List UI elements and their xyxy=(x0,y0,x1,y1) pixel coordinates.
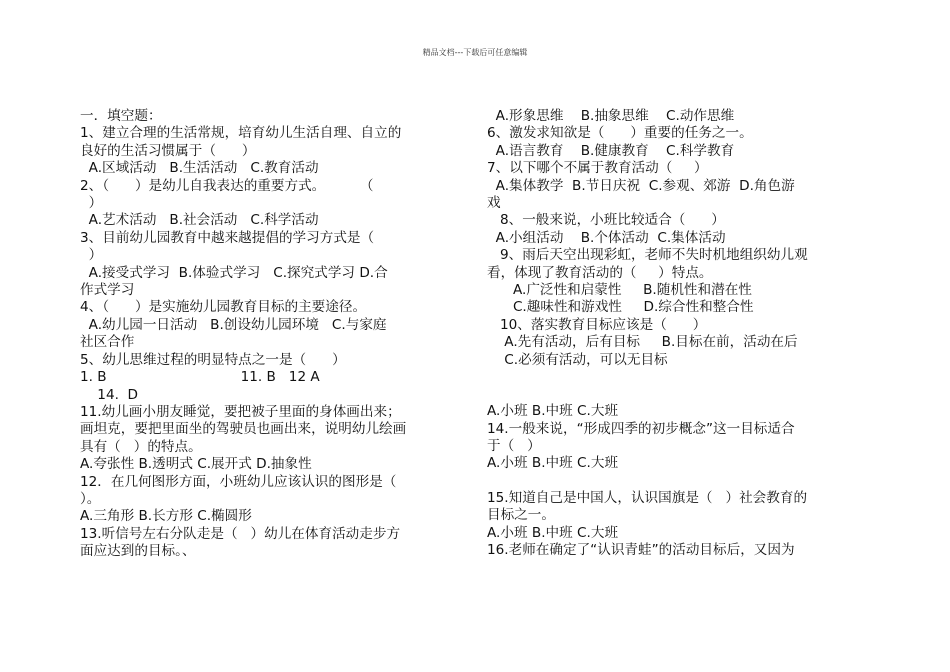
text-line: 12．在几何图形方面，小班幼儿应该认识的图形是（ xyxy=(80,473,397,490)
text-line: 13.听信号左右分队走是（ ）幼儿在体育活动走步方 xyxy=(80,525,401,542)
text-line: ） xyxy=(80,195,103,212)
text-line: C.必须有活动，可以无目标 xyxy=(487,351,668,368)
text-line: 3、目前幼儿园教育中越来越提倡的学习方式是（ xyxy=(80,229,375,246)
left-column xyxy=(80,108,470,561)
text-line: 社区合作 xyxy=(80,334,135,351)
text-line: 15.知道自己是中国人，认识国旗是（ ）社会教育的 xyxy=(487,489,808,506)
text-line: ）。 xyxy=(80,490,101,507)
text-line: A.语言教育 B.健康教育 C.科学教育 xyxy=(487,142,735,159)
text-line: 一．填空题： xyxy=(80,108,162,124)
text-line: 画坦克，要把里面坐的驾驶员也画出来，说明幼儿绘画 xyxy=(80,421,407,438)
text-line: A.小班 B.中班 C.大班 xyxy=(487,524,619,541)
text-line: A.小组活动 B.个体活动 C.集体活动 xyxy=(487,229,726,246)
text-line: A.广泛性和启蒙性 B.随机性和潜在性 xyxy=(487,282,752,299)
text-line: 9、雨后天空出现彩虹，老师不失时机地组织幼儿观 xyxy=(487,247,808,264)
page-header: 精品文档---下载后可任意编辑 xyxy=(422,48,528,57)
text-line: 5、幼儿思维过程的明显特点之一是（ ） xyxy=(80,351,346,368)
text-line xyxy=(487,369,869,386)
text-line: 面应达到的目标。、 xyxy=(80,543,196,560)
text-line: A.接受式学习 B.体验式学习 C.探究式学习 D.合 xyxy=(80,264,388,281)
text-line: A.夸张性 B.透明式 C.展开式 D.抽象性 xyxy=(80,456,312,473)
text-line xyxy=(487,473,869,490)
text-line: A.区域活动 B.生活活动 C.教育活动 xyxy=(80,160,319,177)
text-line: 14.一般来说，“形成四季的初步概念”这一目标适合 xyxy=(487,420,795,437)
text-line: 目标之一。 xyxy=(487,507,555,524)
text-line: A.三角形 B.长方形 C.椭圆形 xyxy=(80,508,252,525)
text-line: 2、（ ）是幼儿自我表达的重要方式。 （ xyxy=(80,177,374,194)
text-line: 于（ ） xyxy=(487,437,541,454)
text-line: A.幼儿园一日活动 B.创设幼儿园环境 C.与家庭 xyxy=(80,316,387,333)
text-line: 7、以下哪个不属于教育活动（ ） xyxy=(487,160,708,177)
text-line: A.小班 B.中班 C.大班 xyxy=(487,403,619,420)
text-line: 10、落实教育目标应该是（ ） xyxy=(487,316,707,333)
text-line: 8、一般来说，小班比较适合（ ） xyxy=(487,212,725,229)
text-line: C.趣味性和游戏性 D.综合性和整合性 xyxy=(487,299,754,316)
text-line: 4、（ ）是实施幼儿园教育目标的主要途径。 xyxy=(80,299,367,316)
text-line: 16.老师在确定了“认识青蛙”的活动目标后，又因为 xyxy=(487,541,795,558)
text-line: 看，体现了教育活动的（ ）特点。 xyxy=(487,264,713,281)
text-line: A.小班 B.中班 C.大班 xyxy=(487,455,619,472)
right-column xyxy=(487,108,869,559)
text-line: 14. D xyxy=(80,386,139,403)
text-line: 戏 xyxy=(487,195,501,212)
text-line: 1. B 11. B 12 A xyxy=(80,369,320,386)
text-line: A.集体教学 B.节日庆祝 C.参观、郊游 D.角色游 xyxy=(487,177,795,194)
text-line: 良好的生活习惯属于（ ） xyxy=(80,142,256,159)
text-line: A.形象思维 B.抽象思维 C.动作思维 xyxy=(487,108,735,124)
text-line: A.艺术活动 B.社会活动 C.科学活动 xyxy=(80,212,319,229)
text-line xyxy=(487,386,869,403)
text-line: 具有（ ）的特点。 xyxy=(80,438,202,455)
text-line: 6、激发求知欲是（ ）重要的任务之一。 xyxy=(487,125,753,142)
text-line: A.先有活动，后有目标 B.目标在前，活动在后 xyxy=(487,334,798,351)
text-line: 1、建立合理的生活常规，培育幼儿生活自理、自立的 xyxy=(80,125,402,142)
text-line: ） xyxy=(80,247,103,264)
text-line: 11.幼儿画小朋友睡觉，要把被子里面的身体画出来； xyxy=(80,403,401,420)
text-line: 作式学习 xyxy=(80,282,135,299)
